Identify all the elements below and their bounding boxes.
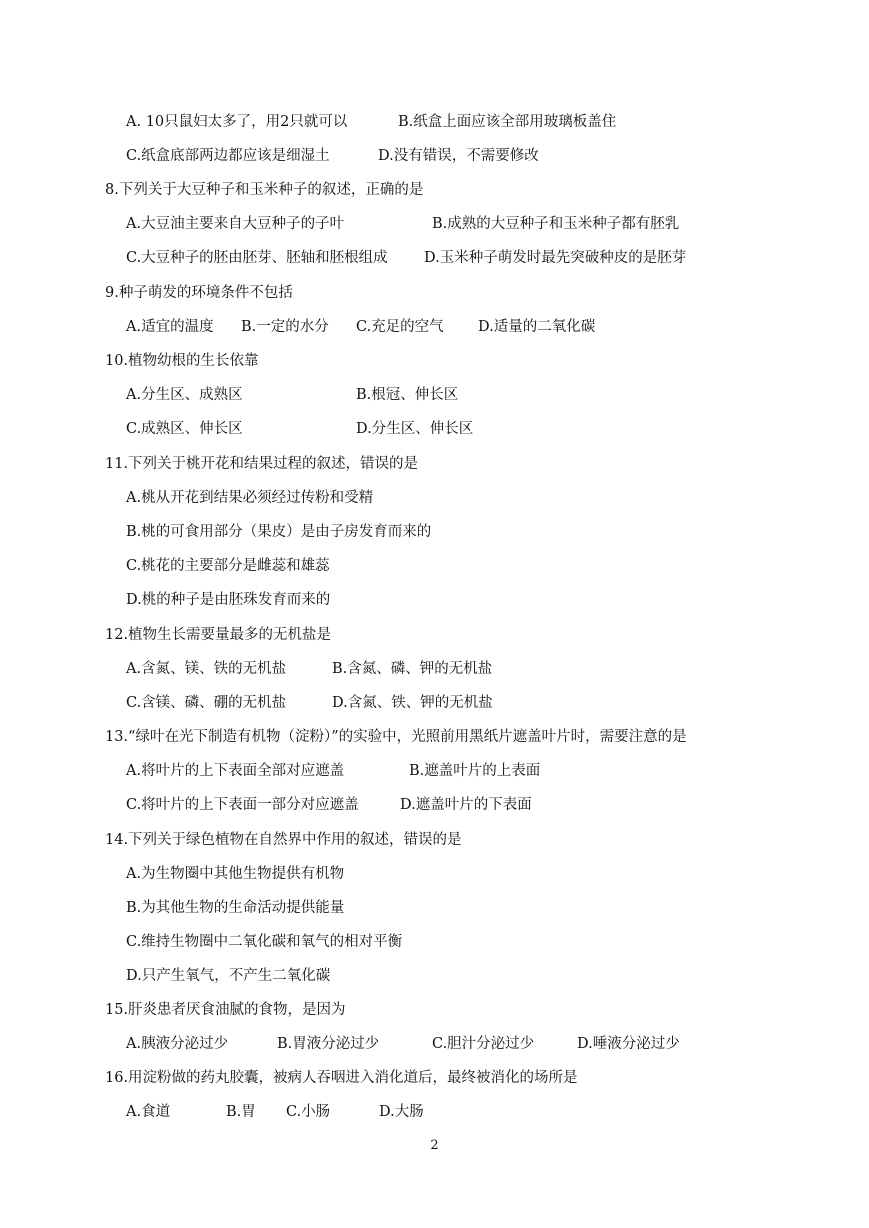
- question-14-stem: 14.下列关于绿色植物在自然界中作用的叙述，错误的是: [105, 832, 462, 848]
- option-a: A.胰液分泌过少: [126, 1036, 229, 1052]
- page-number: 2: [430, 1138, 439, 1153]
- question-8-stem: 8.下列关于大豆种子和玉米种子的叙述，正确的是: [105, 182, 424, 198]
- question-9-stem: 9.种子萌发的环境条件不包括: [105, 285, 293, 301]
- question-11-stem: 11.下列关于桃开花和结果过程的叙述，错误的是: [105, 456, 419, 472]
- option-a: A. 10只鼠妇太多了，用2只就可以: [126, 114, 348, 130]
- question-11-option-b: B.桃的可食用部分（果皮）是由子房发育而来的: [126, 524, 432, 540]
- option-d: D.含氮、铁、钾的无机盐: [332, 695, 493, 711]
- option-d: D.适量的二氧化碳: [478, 319, 596, 335]
- option-b: B.成熟的大豆种子和玉米种子都有胚乳: [432, 216, 680, 232]
- option-b: B.胃: [226, 1104, 256, 1120]
- question-16-stem: 16.用淀粉做的药丸胶囊，被病人吞咽进入消化道后，最终被消化的场所是: [105, 1070, 578, 1086]
- question-11-option-d: D.桃的种子是由胚珠发育而来的: [126, 592, 331, 608]
- question-10-stem: 10.植物幼根的生长依靠: [105, 353, 259, 369]
- option-c: C.胆汁分泌过少: [432, 1036, 535, 1052]
- question-13-stem: 13.“绿叶在光下制造有机物（淀粉）”的实验中，光照前用黑纸片遮盖叶片时，需要注意的是: [105, 729, 687, 745]
- option-d: D.分生区、伸长区: [356, 421, 474, 437]
- option-c: C.成熟区、伸长区: [126, 421, 243, 437]
- option-d: D.大肠: [379, 1104, 424, 1120]
- option-a: A.大豆油主要来自大豆种子的子叶: [126, 216, 345, 232]
- question-11-option-a: A.桃从开花到结果必须经过传粉和受精: [126, 490, 374, 506]
- option-a: A.将叶片的上下表面全部对应遮盖: [126, 763, 345, 779]
- option-b: B.一定的水分: [241, 319, 329, 335]
- option-b: B.纸盒上面应该全部用玻璃板盖住: [398, 114, 617, 130]
- question-15-stem: 15.肝炎患者厌食油腻的食物，是因为: [105, 1002, 346, 1018]
- question-14-option-b: B.为其他生物的生命活动提供能量: [126, 900, 345, 916]
- option-c: C.纸盒底部两边都应该是细湿土: [126, 148, 330, 164]
- option-d: D.唾液分泌过少: [577, 1036, 680, 1052]
- option-a: A.分生区、成熟区: [126, 387, 243, 403]
- option-d: D.没有错误，不需要修改: [378, 148, 539, 164]
- option-a: A.含氮、镁、铁的无机盐: [126, 661, 287, 677]
- option-d: D.玉米种子萌发时最先突破种皮的是胚芽: [424, 250, 687, 266]
- option-a: A.食道: [126, 1104, 171, 1120]
- option-a: A.适宜的温度: [126, 319, 214, 335]
- question-12-stem: 12.植物生长需要量最多的无机盐是: [105, 627, 332, 643]
- option-b: B.含氮、磷、钾的无机盐: [332, 661, 493, 677]
- question-14-option-c: C.维持生物圈中二氧化碳和氧气的相对平衡: [126, 934, 403, 950]
- option-c: C.小肠: [286, 1104, 331, 1120]
- option-d: D.遮盖叶片的下表面: [400, 797, 532, 813]
- option-c: C.充足的空气: [356, 319, 444, 335]
- option-b: B.胃液分泌过少: [277, 1036, 380, 1052]
- option-c: C.将叶片的上下表面一部分对应遮盖: [126, 797, 359, 813]
- option-b: B.遮盖叶片的上表面: [409, 763, 541, 779]
- option-c: C.含镁、磷、硼的无机盐: [126, 695, 287, 711]
- option-c: C.大豆种子的胚由胚芽、胚轴和胚根组成: [126, 250, 388, 266]
- question-11-option-c: C.桃花的主要部分是雌蕊和雄蕊: [126, 558, 330, 574]
- option-b: B.根冠、伸长区: [356, 387, 459, 403]
- question-14-option-a: A.为生物圈中其他生物提供有机物: [126, 866, 345, 882]
- question-14-option-d: D.只产生氧气，不产生二氧化碳: [126, 968, 331, 984]
